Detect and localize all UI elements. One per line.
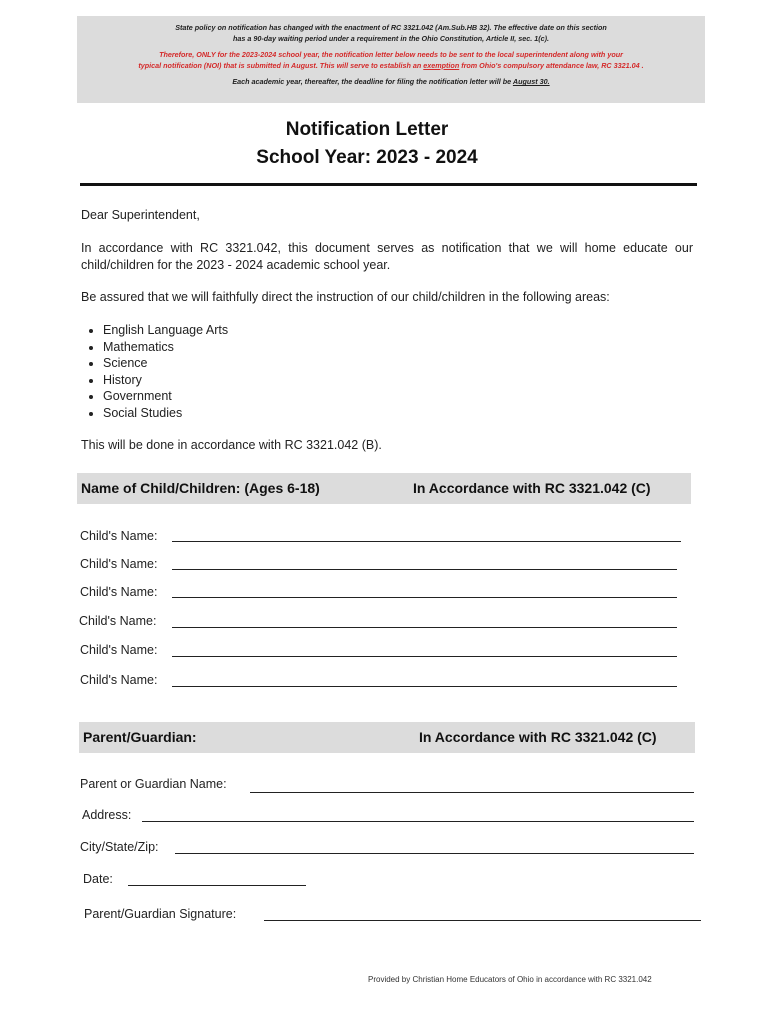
subject-item: • Government <box>103 388 228 405</box>
address-label: Address: <box>82 808 132 822</box>
notice-warning <box>77 50 705 71</box>
notice-line-2: has a 90-day waiting period under a requirement in the Ohio Constitution, Article II, sec. 1(c). <box>232 33 550 43</box>
city-state-zip-label: City/State/Zip: <box>80 840 159 854</box>
subject-list <box>84 322 228 422</box>
document-title: Notification Letter <box>285 119 449 140</box>
parent-header-left: Parent/Guardian: <box>83 729 197 745</box>
instruction-paragraph: Be assured that we will faithfully direct the instruction of our child/children in the following areas: <box>81 290 610 304</box>
child-name-label-2: Child's Name: <box>80 557 158 571</box>
children-header-left: Name of Child/Children: (Ages 6-18) <box>81 480 320 496</box>
exemption-link[interactable]: exemption <box>423 60 460 70</box>
parent-section-header <box>79 722 695 753</box>
parent-header-right: In Accordance with RC 3321.042 (C) <box>419 729 657 745</box>
parent-name-field[interactable] <box>250 792 694 793</box>
notice-deadline-date: August 30. <box>512 77 550 86</box>
child-name-field-2[interactable] <box>172 569 677 570</box>
notification-paragraph: In accordance with RC 3321.042, this document serves as notification that we will home educate our child/children for the 2023 - 2024 academic school year. <box>81 241 693 272</box>
notice-warning-line-2a: typical notification (NOI) that is submitted in August. This will serve to establish an <box>138 60 424 70</box>
child-name-field-5[interactable] <box>172 656 677 657</box>
child-name-label-5: Child's Name: <box>80 643 158 657</box>
footer-credit: Provided by Christian Home Educators of Ohio in accordance with RC 3321.042 <box>368 975 652 984</box>
notice-line-1: State policy on notification has changed with the enactment of RC 3321.042 (Am.Sub.HB 32). The effective date on this section <box>175 23 607 32</box>
subject-item: • English Language Arts <box>103 322 228 339</box>
greeting: Dear Superintendent, <box>81 208 200 222</box>
signature-label: Parent/Guardian Signature: <box>84 907 237 921</box>
children-header-right: In Accordance with RC 3321.042 (C) <box>413 480 651 496</box>
child-name-label-6: Child's Name: <box>80 673 158 687</box>
children-section-header <box>77 473 691 504</box>
notice-deadline <box>77 77 705 88</box>
child-name-label-3: Child's Name: <box>80 585 158 599</box>
child-name-label-4: Child's Name: <box>79 614 157 628</box>
subject-item: • Science <box>103 355 228 372</box>
child-name-field-4[interactable] <box>172 627 677 628</box>
closing-statement: This will be done in accordance with RC 3321.042 (B). <box>81 438 382 452</box>
school-year-title: School Year: 2023 - 2024 <box>256 147 478 168</box>
subject-item: • Mathematics <box>103 339 228 356</box>
city-state-zip-field[interactable] <box>175 853 694 854</box>
address-field[interactable] <box>142 821 694 822</box>
child-name-field-3[interactable] <box>172 597 677 598</box>
policy-notice <box>77 16 705 103</box>
signature-field[interactable] <box>264 920 701 921</box>
subject-item: • Social Studies <box>103 405 228 422</box>
notice-deadline-text: Each academic year, thereafter, the deadline for filing the notification letter will be <box>232 77 513 86</box>
title-divider <box>80 183 697 186</box>
child-name-label-1: Child's Name: <box>80 529 158 543</box>
parent-name-label: Parent or Guardian Name: <box>80 777 227 791</box>
date-field[interactable] <box>128 885 306 886</box>
child-name-field-1[interactable] <box>172 541 681 542</box>
subject-item: • History <box>103 372 228 389</box>
child-name-field-6[interactable] <box>172 686 677 687</box>
notice-warning-line-1: Therefore, ONLY for the 2023-2024 school year, the notification letter below needs to be sent to the local superintendent along with your <box>159 50 623 59</box>
notice-warning-line-2b: from Ohio's compulsory attendance law, RC 3321.04 . <box>459 60 644 70</box>
date-label: Date: <box>83 872 113 886</box>
